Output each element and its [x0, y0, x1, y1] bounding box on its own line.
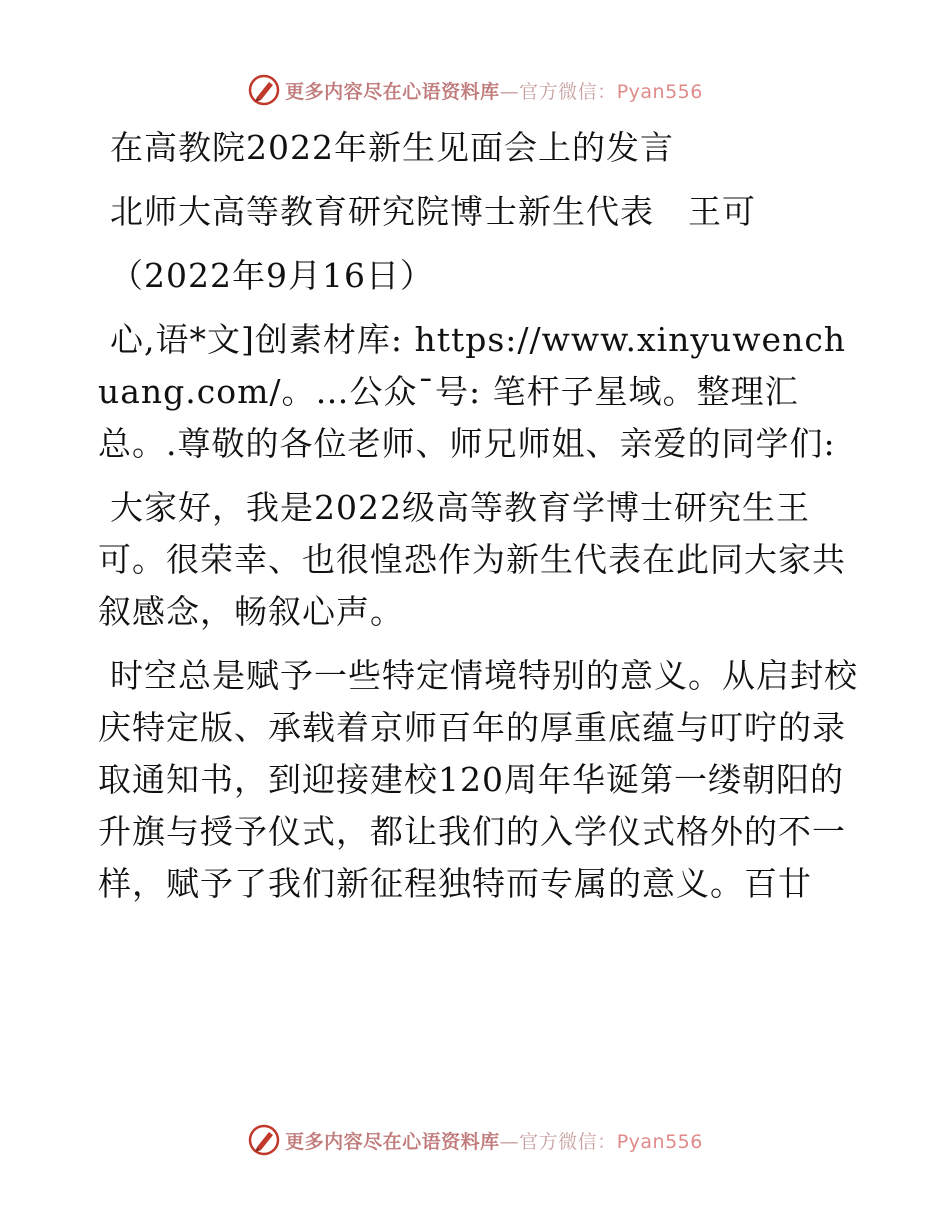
banner-wechat-label: 官方微信：	[519, 80, 617, 103]
banner-title: 更多内容尽在心语资料库	[285, 80, 500, 103]
footer-banner-wechat-id: Pyan556	[616, 1130, 703, 1153]
banner-dash: —	[499, 80, 520, 103]
paragraph-1: 心,语*文]创素材库: https://www.xinyuwenchuang.com/。…公众¯号: 笔杆子星域。整理汇总。.尊敬的各位老师、师兄师姐、亲爱的同学们:	[98, 320, 847, 463]
pen-logo-icon	[247, 73, 281, 107]
document-author: 北师大高等教育研究院博士新生代表 王可	[110, 192, 756, 231]
footer-banner-wechat-label: 官方微信：	[519, 1130, 617, 1153]
banner-wechat-id: Pyan556	[616, 80, 703, 103]
footer-banner-title: 更多内容尽在心语资料库	[285, 1130, 500, 1153]
header-banner	[0, 72, 950, 108]
footer-banner	[0, 1122, 950, 1158]
paragraph-3: 时空总是赋予一些特定情境特别的意义。从启封校庆特定版、承载着京师百年的厚重底蕴与叮咛的录取通知书，到迎接建校120周年华诞第一缕朝阳的升旗与授予仪式，都让我们的入学仪式格外的不一样，赋予了我们新征程独特而专属的意义。百廿	[98, 656, 858, 903]
pen-logo-icon	[247, 1123, 281, 1157]
footer-banner-dash: —	[499, 1130, 520, 1153]
paragraph-2: 大家好，我是2022级高等教育学博士研究生王可。很荣幸、也很惶恐作为新生代表在此同大家共叙感念，畅叙心声。	[98, 488, 846, 631]
document-title: 在高教院2022年新生见面会上的发言	[110, 128, 674, 167]
document-body	[98, 122, 858, 922]
document-date: （2022年9月16日）	[110, 256, 434, 295]
